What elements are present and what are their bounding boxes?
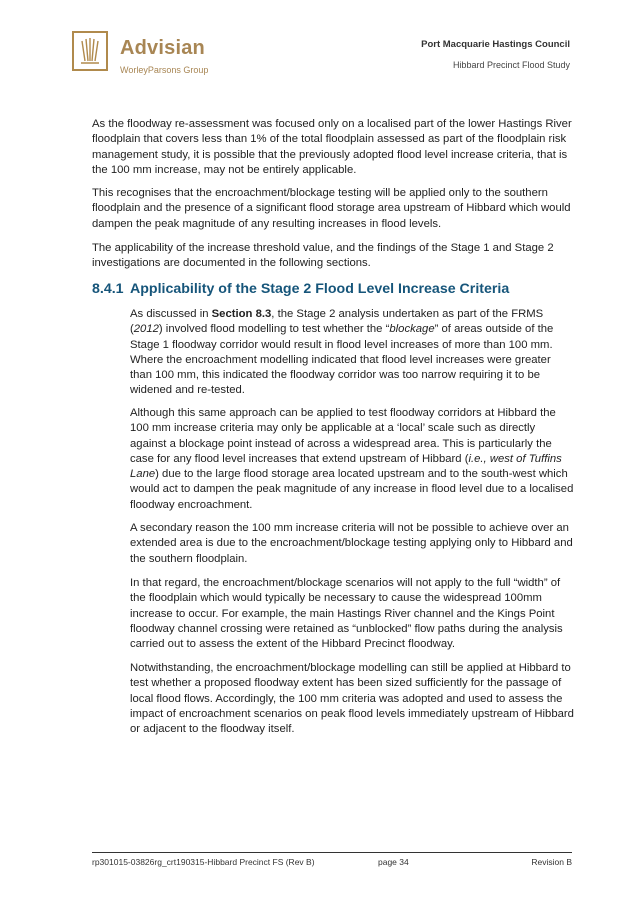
para1-text-c: , the Stage 2 analysis undertaken as part of the FRMS ( [130,308,544,336]
body-paragraph-1 [130,307,574,399]
header-study: Hibbard Precinct Flood Study [452,60,570,70]
body-paragraph-3: A secondary reason the 100 mm increase criteria will not be possible to achieve over an extended area is due to the encroachment/blockage testing applying only to Hibbard and the southern floodplain. [130,522,573,565]
logo-mark-icon [74,33,106,69]
intro-paragraph-1: As the floodway re-assessment was focused only on a localised part of the lower Hastings River floodplain that covers less than 1% of the total floodplain assessed as part of the floodplain risk management study, it is possible that the previously adopted flood level increase criteria, that is the 100 mm increase, may not be entirely applicable. [92,118,572,176]
footer-page-number: page 34 [378,857,409,867]
section-number: 8.4.1 [92,281,124,297]
section-title: Applicability of the Stage 2 Flood Level Increase Criteria [130,281,510,297]
para2-text-c: ) due to the large flood storage area located upstream and to the south-west which would act to dampen the peak magnitude of any increase in flood level due to a localised floodway encroachment. [130,468,574,511]
intro-paragraph-2: This recognises that the encroachment/blockage testing will be applied only to the southern floodplain and the presence of a significant flood storage area upstream of Hibbard which would dampen the peak magnitude of any resulting increases in flood levels. [92,187,571,230]
blockage-term: blockage [389,323,435,336]
section-heading [92,280,509,298]
footer-revision: Revision B [531,857,572,867]
location-note: i.e., west of Tuffins Lane [130,452,562,481]
body-paragraph-5: Notwithstanding, the encroachment/blockage modelling can still be applied at Hibbard to test whether a proposed floodway extent has been sized sufficiently for the passage of local flood flows. Accordingly, the 100 mm criteria was adopted and used to assess the impact of encroachment scenarios on peak flood levels immediately upstream of Hibbard or adjacent to the floodway itself. [130,662,574,736]
para1-text-e: ) involved flood modelling to test whether the “ [158,323,390,336]
advisian-logo-icon [72,31,108,71]
footer-divider [92,852,572,853]
header-client: Port Macquarie Hastings Council [421,39,570,50]
body-paragraph-2 [130,406,574,513]
para2-text-a: Although this same approach can be applied to test floodway corridors at Hibbard the 100 mm increase criteria may only be applicable at a ‘local’ scale such as directly against a blockage point instead of across a widespread area. This is particularly the case for any flood level increases that extend upstream of Hibbard ( [130,407,556,465]
section-reference: Section 8.3 [211,308,272,320]
year-reference: 2012 [133,323,159,336]
para1-text-a: As discussed in [130,308,212,320]
footer-document-ref: rp301015-03826rg_crt190315-Hibbard Precinct FS (Rev B) [92,857,315,867]
brand-block [120,37,208,75]
body-paragraph-4: In that regard, the encroachment/blockage scenarios will not apply to the full “width” of the floodplain which would typically be necessary to cause the widespread 100mm increase to occur. For example, the main Hastings River channel and the Kings Point floodway channel crossing were retained as “unblocked” flow paths during the analysis carried out to assess the extent of the Hibbard Precinct floodway. [130,577,563,651]
brand-name: Advisian [120,37,205,59]
header-right [421,39,570,71]
para1-text-g: ” of areas outside of the Stage 1 floodway corridor would result in flood level increases of more than 100 mm. Where the encroachment modelling indicated that flood level increases were greater than 100 mm, this indicated the floodway corridor was too narrow requiring it to be widened and re-tested. [130,323,554,397]
brand-subtitle: WorleyParsons Group [120,65,209,75]
intro-paragraph-3: The applicability of the increase threshold value, and the findings of the Stage 1 and Stage 2 investigations are documented in the following sections. [92,242,554,270]
